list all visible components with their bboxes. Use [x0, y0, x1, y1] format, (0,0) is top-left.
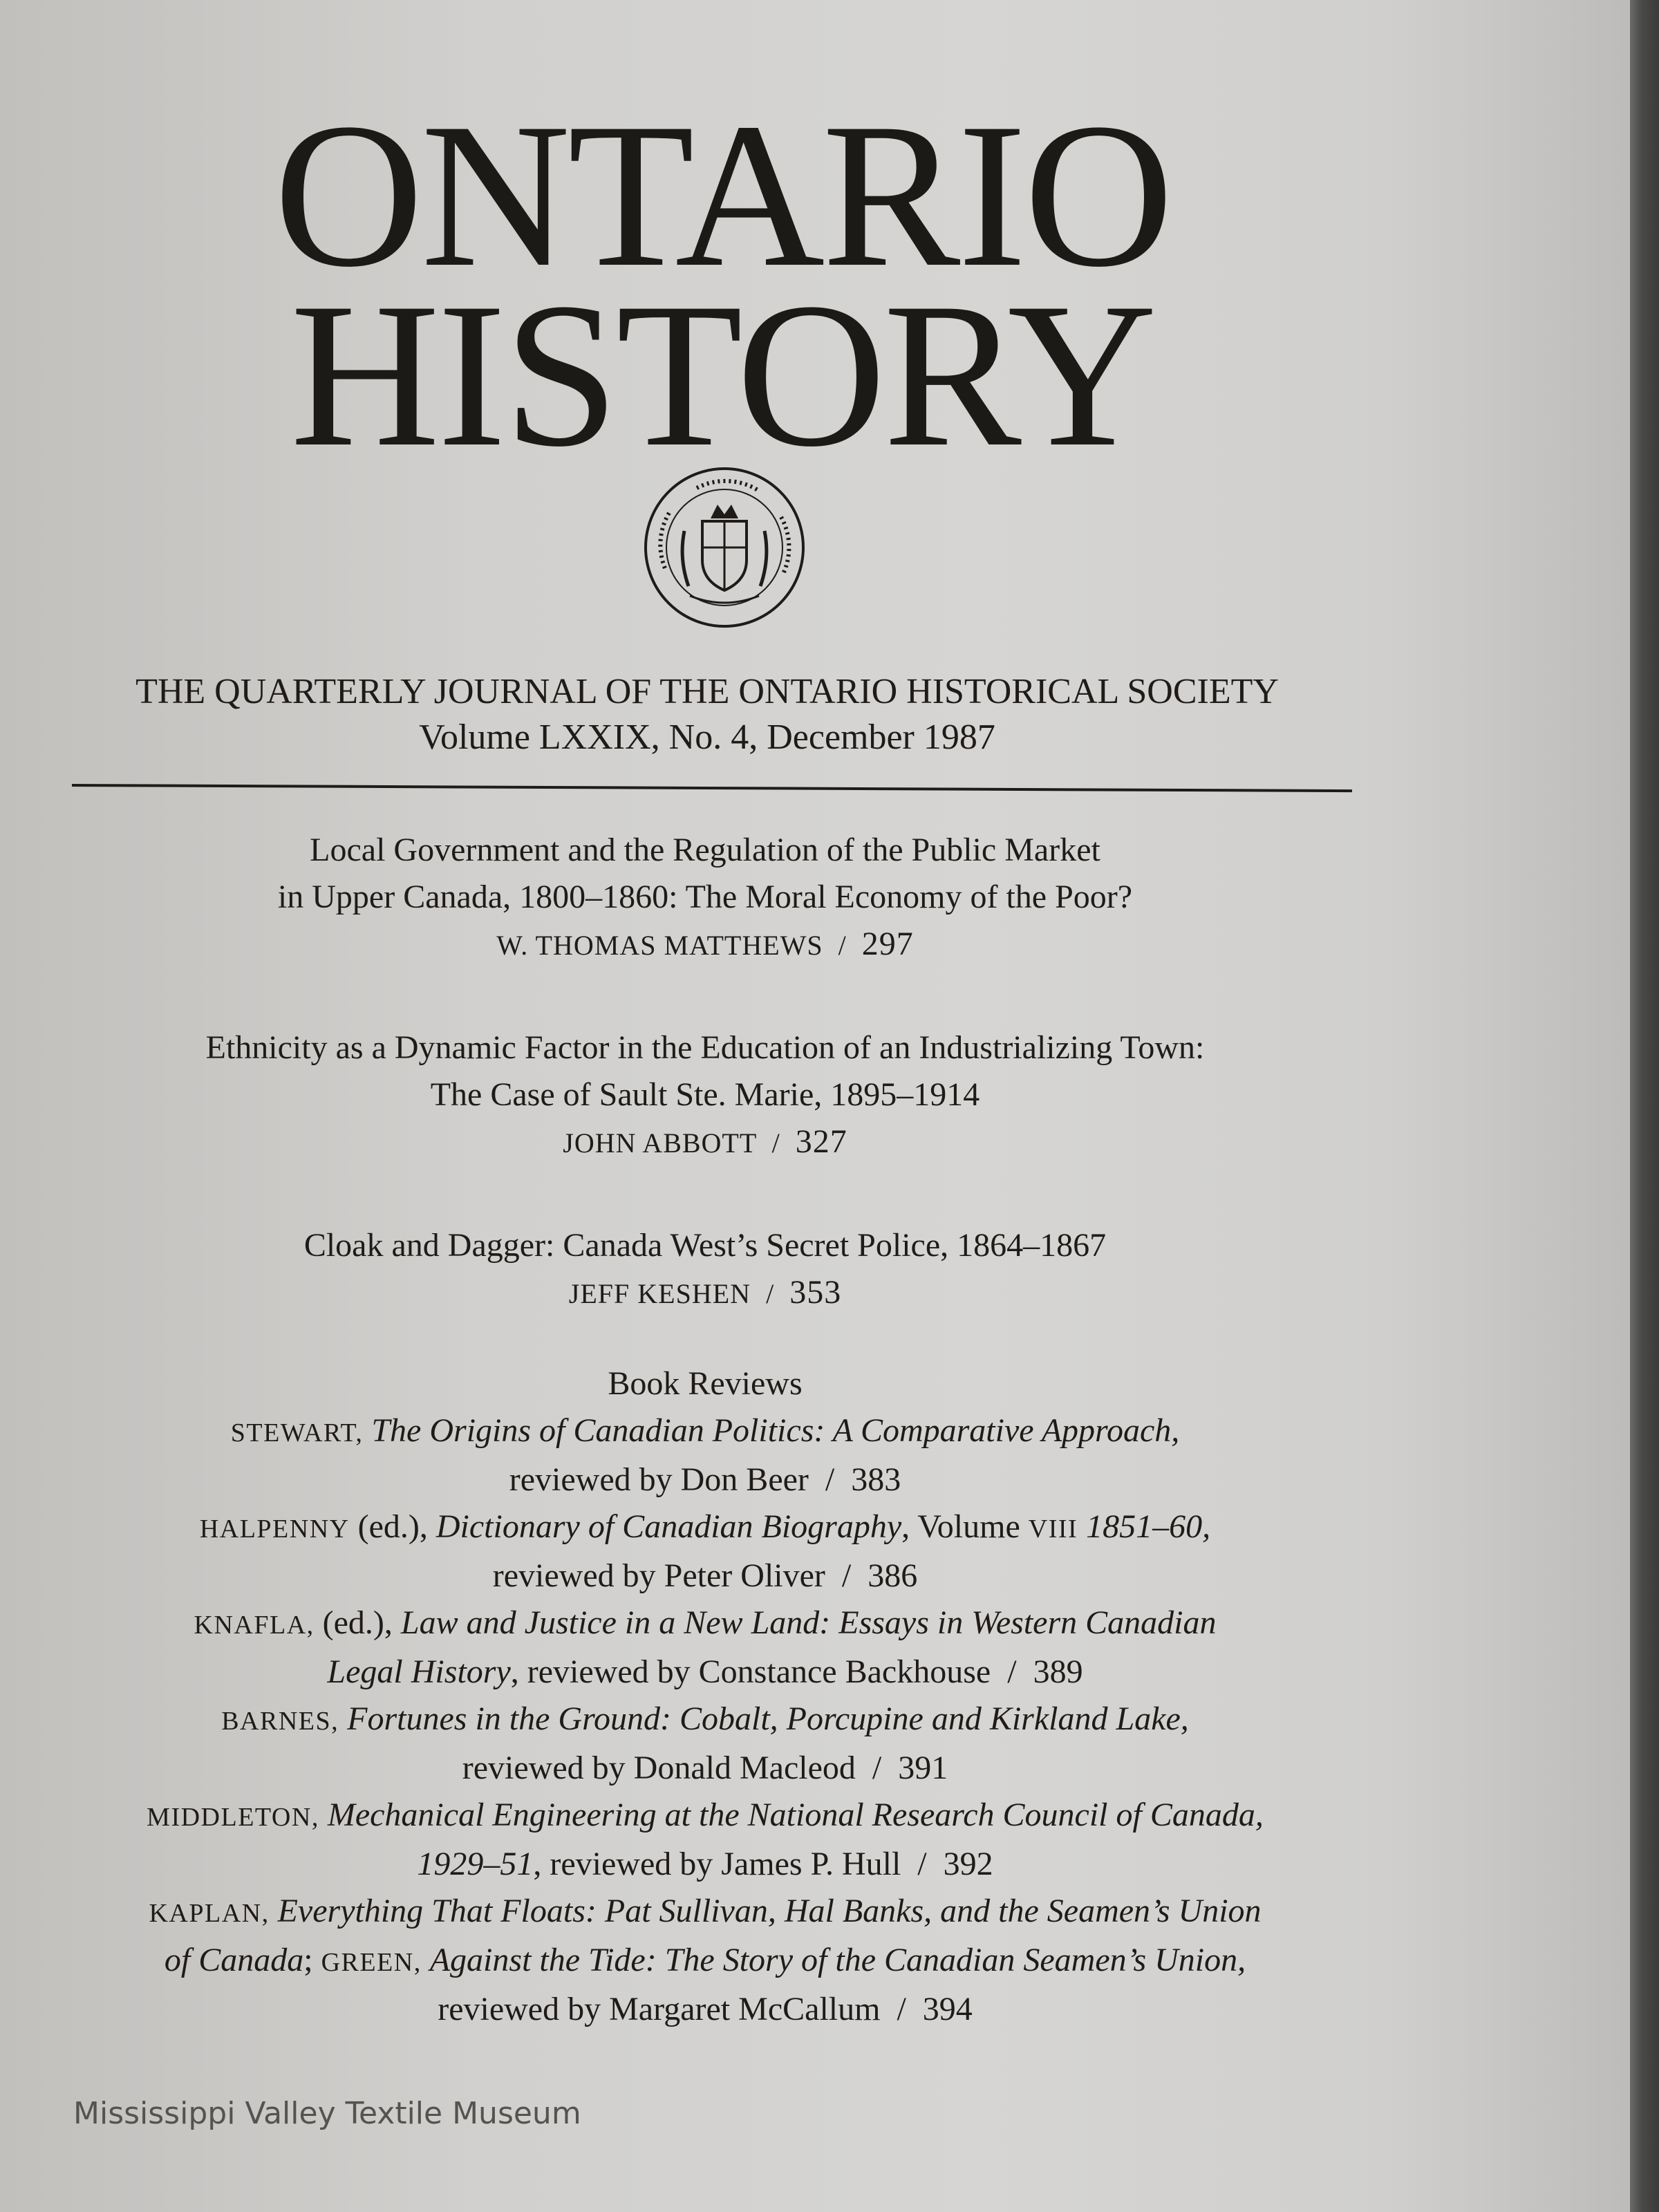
slash-separator: / — [1007, 1653, 1017, 1690]
slash-separator: / — [917, 1846, 927, 1882]
article-2-title-line1: Ethnicity as a Dynamic Factor in the Education of an Industrializing Town: — [205, 1029, 1205, 1066]
review-2-title: Dictionary of Canadian Biography — [435, 1508, 902, 1545]
review-6-title-part1: Everything That Floats: Pat Sullivan, Hal Banks, and the Seamen’s Union — [277, 1893, 1262, 1929]
review-6-author2: GREEN, — [321, 1948, 422, 1977]
slash-separator: / — [897, 1991, 906, 2027]
slash-separator: / — [766, 1278, 775, 1309]
review-3-line1 — [0, 1600, 1410, 1649]
review-2-line1 — [0, 1503, 1410, 1553]
issue-text: Volume LXXIX, No. 4, December 1987 — [419, 718, 995, 757]
article-2-page: 327 — [795, 1123, 847, 1160]
book-reviews-heading: Book Reviews — [608, 1365, 803, 1402]
review-6-title-part2: of Canada — [164, 1942, 304, 1978]
review-5-author: MIDDLETON, — [147, 1803, 319, 1832]
review-1-line2 — [0, 1456, 1410, 1503]
review-3-author: KNAFLA, — [194, 1611, 315, 1640]
review-1-author: STEWART, — [230, 1418, 364, 1447]
review-4-reviewer: reviewed by Donald Macleod — [462, 1750, 856, 1786]
review-3-ed: (ed.), — [322, 1604, 393, 1641]
review-6-line2 — [0, 1937, 1410, 1986]
review-3-title-part2: Legal History — [327, 1653, 511, 1690]
article-1-title-line2: in Upper Canada, 1800–1860: The Moral Economy of the Poor? — [277, 879, 1133, 915]
slash-separator: / — [841, 1557, 852, 1594]
subtitle-text: THE QUARTERLY JOURNAL OF THE ONTARIO HISTORICAL SOCIETY — [135, 672, 1279, 711]
article-2-title-line2: The Case of Sault Ste. Marie, 1895–1914 — [430, 1076, 980, 1113]
review-3-title-part1: Law and Justice in a New Land: Essays in Western Canadian — [400, 1604, 1217, 1641]
review-5-title-part2: 1929–51 — [417, 1846, 534, 1882]
review-2-years: 1851–60, — [1086, 1508, 1211, 1545]
page-edge-shadow — [1630, 0, 1659, 2212]
slash-separator: / — [771, 1127, 780, 1159]
review-4-title: Fortunes in the Ground: Cobalt, Porcupine and Kirkland Lake, — [347, 1700, 1189, 1737]
article-1-byline — [0, 921, 1410, 969]
review-4-page: 391 — [898, 1750, 948, 1786]
article-1-page: 297 — [861, 926, 914, 962]
review-2-page: 386 — [868, 1557, 918, 1594]
review-2-volume-number: VIII — [1028, 1515, 1078, 1544]
article-2-byline — [0, 1118, 1410, 1167]
review-2-author: HALPENNY — [199, 1515, 350, 1544]
review-5-title-part1: Mechanical Engineering at the National Research Council of Canada, — [327, 1797, 1264, 1833]
masthead-ontario: ONTARIO — [274, 80, 1171, 310]
review-6-line1 — [0, 1888, 1410, 1937]
slash-separator: / — [838, 930, 847, 961]
review-1-title: The Origins of Canadian Politics: A Comparative Approach, — [371, 1412, 1180, 1449]
review-2-line2 — [0, 1553, 1410, 1600]
review-5-line2 — [0, 1841, 1410, 1888]
review-1-line1 — [0, 1407, 1410, 1456]
review-6-line3 — [0, 1986, 1410, 2033]
slash-separator: / — [825, 1461, 835, 1498]
review-3-line2 — [0, 1649, 1410, 1696]
review-6-page: 394 — [922, 1991, 973, 2027]
article-3-page: 353 — [789, 1274, 842, 1311]
review-6-separator: ; — [303, 1942, 313, 1978]
review-4-line1 — [0, 1696, 1410, 1745]
review-6-reviewer: reviewed by Margaret McCallum — [438, 1991, 881, 2027]
article-2-author: JOHN ABBOTT — [563, 1127, 757, 1159]
review-4-line2 — [0, 1745, 1410, 1792]
journal-subtitle — [0, 669, 1414, 760]
divider-rule — [72, 784, 1352, 792]
review-1-page: 383 — [851, 1461, 901, 1498]
article-1-author: W. THOMAS MATTHEWS — [496, 930, 823, 961]
review-2-reviewer: reviewed by Peter Oliver — [492, 1557, 825, 1594]
table-of-contents — [0, 827, 1410, 2033]
review-2-ed: (ed.), — [357, 1508, 428, 1545]
article-3-title: Cloak and Dagger: Canada West’s Secret Police, 1864–1867 — [303, 1227, 1107, 1264]
review-5-line1 — [0, 1792, 1410, 1841]
review-4-author: BARNES, — [221, 1707, 339, 1736]
article-3-author: JEFF KESHEN — [568, 1278, 751, 1309]
review-5-reviewer: , reviewed by James P. Hull — [533, 1846, 901, 1882]
review-3-page: 389 — [1033, 1653, 1083, 1690]
masthead-history: HISTORY — [290, 260, 1155, 489]
review-2-volume: , Volume — [901, 1508, 1020, 1545]
review-6-title2: Against the Tide: The Story of the Canadian Seamen’s Union, — [429, 1942, 1246, 1978]
slash-separator: / — [872, 1750, 882, 1786]
article-3-byline — [0, 1269, 1410, 1318]
society-seal-icon — [641, 465, 807, 630]
review-6-author: KAPLAN, — [149, 1899, 270, 1928]
review-1-reviewer: reviewed by Don Beer — [509, 1461, 809, 1498]
watermark-text: Mississippi Valley Textile Museum — [73, 2096, 581, 2131]
review-3-reviewer: , reviewed by Constance Backhouse — [510, 1653, 991, 1690]
article-1-title-line1: Local Government and the Regulation of the Public Market — [310, 832, 1100, 868]
review-5-page: 392 — [943, 1846, 993, 1882]
